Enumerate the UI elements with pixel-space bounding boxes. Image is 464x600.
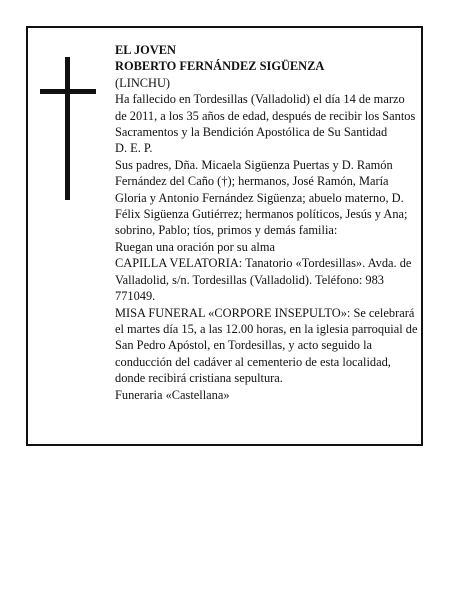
death-announcement: Ha fallecido en Tordesillas (Valladolid) el día 14 de marzo de 2011, a los 35 años de edad, después de recibir los Santos Sacramentos y la Bendición Apostólica de Su Santidad bbox=[115, 92, 416, 140]
cross-horizontal-bar bbox=[40, 89, 96, 94]
funeral-home: Funeraria «Castellana» bbox=[115, 387, 230, 402]
family-list: Sus padres, Dña. Micaela Sigüenza Puertas y D. Ramón Fernández del Caño (†); hermanos, José Ramón, María Gloria y Antonio Fernández Sigüenza; abuelo materno, D. Félix Sigüenza Gutiérrez; hermanos políticos, Jesús y Ana; sobrino, Pablo; tíos, primos y demás familia: bbox=[115, 157, 408, 238]
nickname: (LINCHU) bbox=[115, 75, 171, 90]
deceased-name: ROBERTO FERNÁNDEZ SIGÜENZA bbox=[115, 59, 325, 74]
heading-line-1: EL JOVEN bbox=[115, 43, 176, 57]
funeral-mass-info: MISA FUNERAL «CORPORE INSEPULTO»: Se celebrará el martes día 15, a las 12.00 horas, en la iglesia parroquial de San Pedro Apóstol, en Tordesillas, y acto seguido la conducción del cadáver al cementerio de esta localidad, donde recibirá cristiana sepultura. bbox=[115, 305, 418, 386]
wake-info: CAPILLA VELATORIA: Tanatorio «Tordesillas». Avda. de Valladolid, s/n. Tordesillas (Valladolid). Teléfono: 983 771049. bbox=[115, 256, 412, 304]
obituary-notice bbox=[26, 26, 423, 446]
prayer-request: Ruegan una oración por su alma bbox=[115, 239, 275, 254]
rip-line: D. E. P. bbox=[115, 141, 153, 156]
latin-cross-icon bbox=[40, 57, 96, 200]
cross-vertical-bar bbox=[65, 57, 70, 200]
notice-content bbox=[115, 42, 418, 403]
